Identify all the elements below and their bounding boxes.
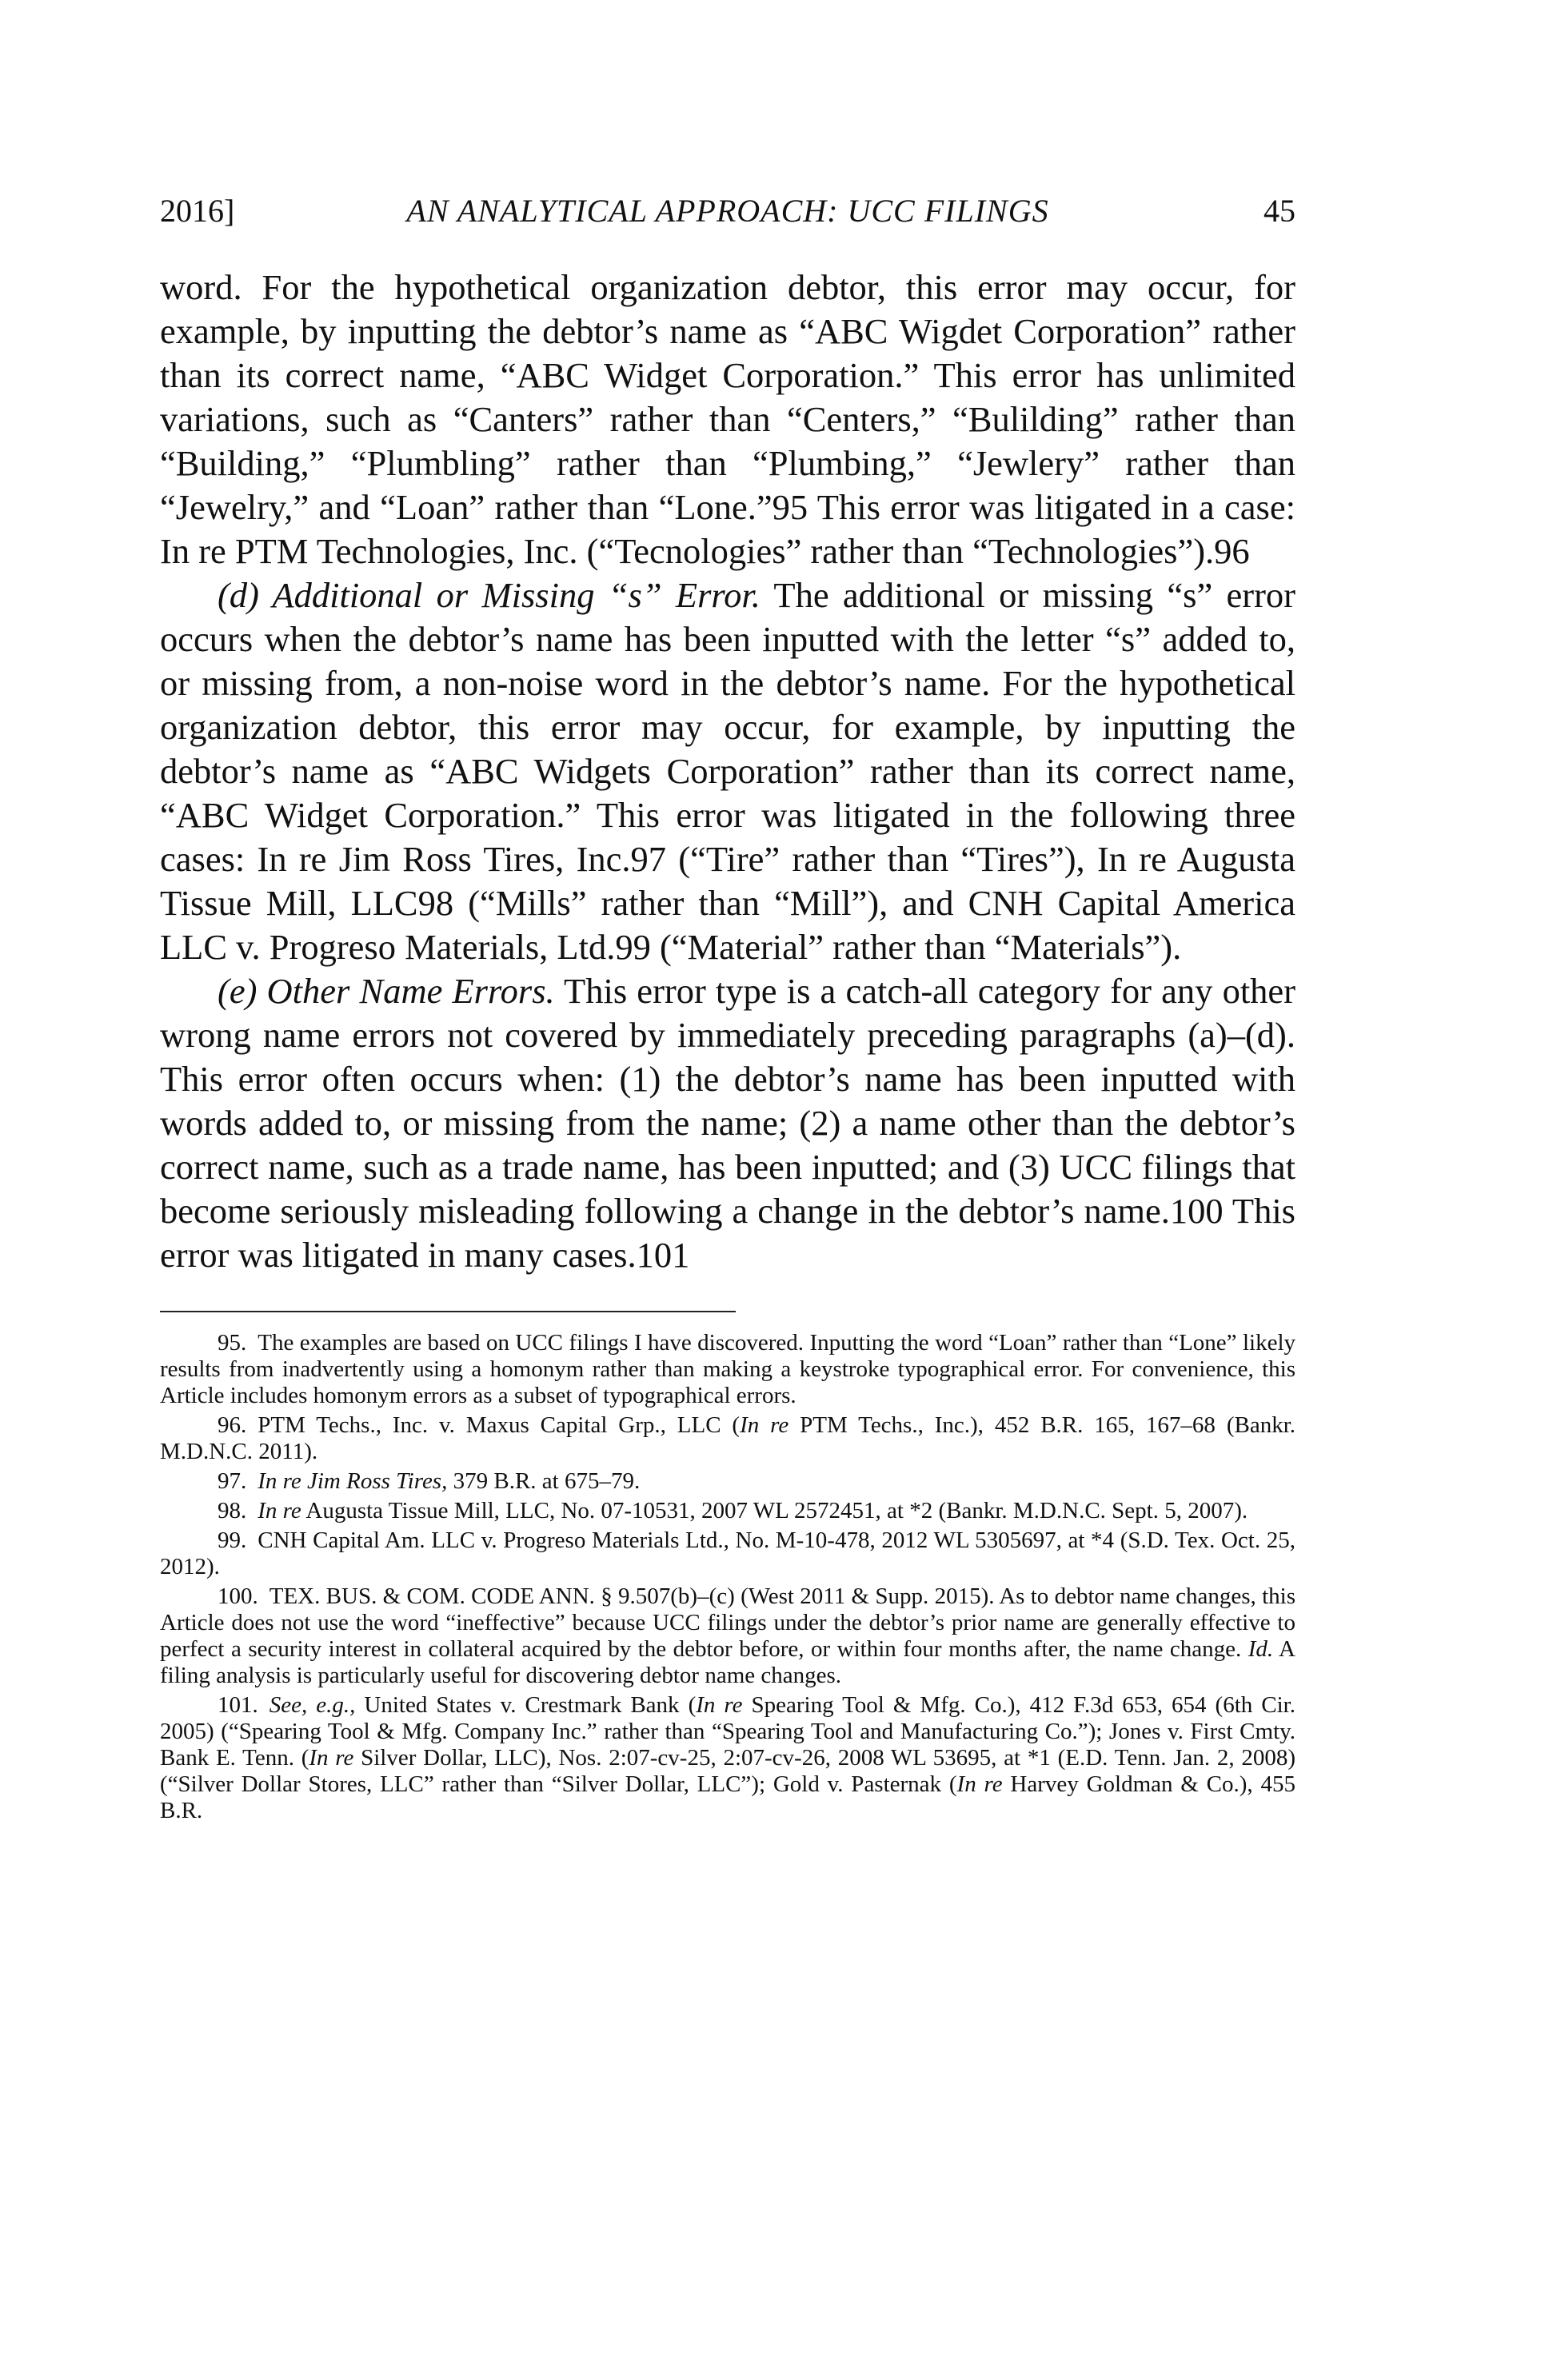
footnote-97 bbox=[160, 1468, 1296, 1495]
subheading-other-errors: (e) Other Name Errors. bbox=[218, 971, 555, 1011]
subheading-missing-s: (d) Additional or Missing “s” Error. bbox=[218, 575, 761, 615]
footnote-100 bbox=[160, 1583, 1296, 1689]
footnote-italic: In re Jim Ross Tires, bbox=[258, 1468, 448, 1494]
footnote-italic: In re bbox=[309, 1745, 354, 1771]
footnote-text: CNH Capital Am. LLC v. Progreso Materials Ltd., No. M-10-478, 2012 WL 5305697, at *4 (S.D. Tex. Oct. 25, 2012). bbox=[160, 1527, 1296, 1579]
footnote-text: A filing analysis is particularly useful for discovering debtor name changes. bbox=[160, 1636, 1296, 1688]
header-year: 2016] bbox=[160, 193, 235, 229]
footnote-99 bbox=[160, 1527, 1296, 1580]
page bbox=[160, 160, 1296, 1827]
footnote-italic: In re bbox=[696, 1692, 743, 1718]
footnote-italic: See, e.g., bbox=[269, 1692, 356, 1718]
footnote-101 bbox=[160, 1692, 1296, 1824]
footnote-divider bbox=[160, 1311, 736, 1312]
footnote-number: 96. bbox=[218, 1412, 247, 1438]
paragraph-missing-s-error bbox=[160, 573, 1296, 969]
body-text bbox=[160, 266, 1296, 1277]
footnote-number: 98. bbox=[218, 1498, 247, 1523]
footnote-italic: Id. bbox=[1248, 1636, 1274, 1662]
paragraph-continued: word. For the hypothetical organization debtor, this error may occur, for example, by inputting the debtor’s name as “ABC Wigdet Corporation” rather than its correct name, “ABC Widget Corporation.” This error has unlimited variations, such as “Canters” rather than “Centers,” “Bulilding” rather than “Building,” “Plumbling” rather than “Plumbing,” “Jewlery” rather than “Jewelry,” and “Loan” rather than “Lone.”95 This error was litigated in a case: In re PTM Technologies, Inc. (“Tecnologies” rather than “Technologies”).96 bbox=[160, 267, 1296, 571]
footnote-text: PTM Techs., Inc.), 452 B.R. 165, 167–68 (Bankr. M.D.N.C. 2011). bbox=[160, 1412, 1296, 1464]
paragraph-other-name-errors bbox=[160, 969, 1296, 1277]
footnote-text: Spearing Tool & Mfg. Co.), 412 F.3d 653, 654 (6th Cir. 2005) (“Spearing Tool & Mfg. Company Inc.” rather than “Spearing Tool and Manufacturing Co.”); Jones v. First Cmty. Bank E. Tenn. ( bbox=[160, 1692, 1296, 1771]
footnote-number: 101. bbox=[218, 1692, 258, 1718]
footnote-96 bbox=[160, 1412, 1296, 1465]
paragraph-text: This error type is a catch-all category for any other wrong name errors not covered by immediately preceding paragraphs (a)–(d). This error often occurs when: (1) the debtor’s name has been inputted with words added to, or missing from the name; (2) a name other than the debtor’s correct name, such as a trade name, has been inputted; and (3) UCC filings that become seriously misleading following a change in the debtor’s name.100 This error was litigated in many cases.101 bbox=[160, 971, 1296, 1275]
footnote-text: Silver Dollar, LLC), Nos. 2:07-cv-25, 2:07-cv-26, 2008 WL 53695, at *1 (E.D. Tenn. Jan. 2, 2008) (“Silver Dollar Stores, LLC” rather than “Silver Dollar, LLC”); Gold v. Pasternak ( bbox=[160, 1745, 1296, 1797]
page-number: 45 bbox=[1264, 193, 1296, 229]
footnote-number: 95. bbox=[218, 1330, 247, 1356]
footnote-98 bbox=[160, 1498, 1296, 1524]
footnote-text: The examples are based on UCC filings I have discovered. Inputting the word “Loan” rather than “Lone” likely results from inadvertently using a homonym rather than making a keystroke typographical error. For convenience, this Article includes homonym errors as a subset of typographical errors. bbox=[160, 1330, 1296, 1408]
footnote-italic: In re bbox=[258, 1498, 301, 1523]
footnote-text: TEX. BUS. & COM. CODE ANN. § 9.507(b)–(c) (West 2011 & Supp. 2015). As to debtor name changes, this Article does not use the word “ineffective” because UCC filings under the debtor’s prior name are generally effective to perfect a security interest in collateral acquired by the debtor before, or within four months after, the name change. bbox=[160, 1583, 1296, 1662]
footnote-number: 99. bbox=[218, 1527, 247, 1553]
footnote-text: United States v. Crestmark Bank ( bbox=[355, 1692, 697, 1718]
footnote-text: Harvey Goldman & Co.), 455 B.R. bbox=[160, 1771, 1296, 1823]
footnote-number: 97. bbox=[218, 1468, 247, 1494]
footnote-95 bbox=[160, 1330, 1296, 1409]
footnote-italic: In re bbox=[956, 1771, 1003, 1797]
footnote-italic: In re bbox=[740, 1412, 789, 1438]
running-head bbox=[160, 160, 1296, 229]
footnote-text: PTM Techs., Inc. v. Maxus Capital Grp., LLC ( bbox=[258, 1412, 741, 1438]
paragraph-text: The additional or missing “s” error occurs when the debtor’s name has been inputted with the letter “s” added to, or missing from, a non-noise word in the debtor’s name. For the hypothetical organization debtor, this error may occur, for example, by inputting the debtor’s name as “ABC Widgets Corporation” rather than its correct name, “ABC Widget Corporation.” This error was litigated in the following three cases: In re Jim Ross Tires, Inc.97 (“Tire” rather than “Tires”), In re Augusta Tissue Mill, LLC98 (“Mills” rather than “Mill”), and CNH Capital America LLC v. Progreso Materials, Ltd.99 (“Material” rather than “Materials”). bbox=[160, 575, 1296, 967]
header-title: AN ANALYTICAL APPROACH: UCC FILINGS bbox=[406, 193, 1049, 229]
footnote-number: 100. bbox=[218, 1583, 258, 1609]
footnotes bbox=[160, 1330, 1296, 1824]
footnote-text: Augusta Tissue Mill, LLC, No. 07-10531, 2007 WL 2572451, at *2 (Bankr. M.D.N.C. Sept. 5, 2007). bbox=[301, 1498, 1248, 1523]
footnote-text: 379 B.R. at 675–79. bbox=[447, 1468, 641, 1494]
